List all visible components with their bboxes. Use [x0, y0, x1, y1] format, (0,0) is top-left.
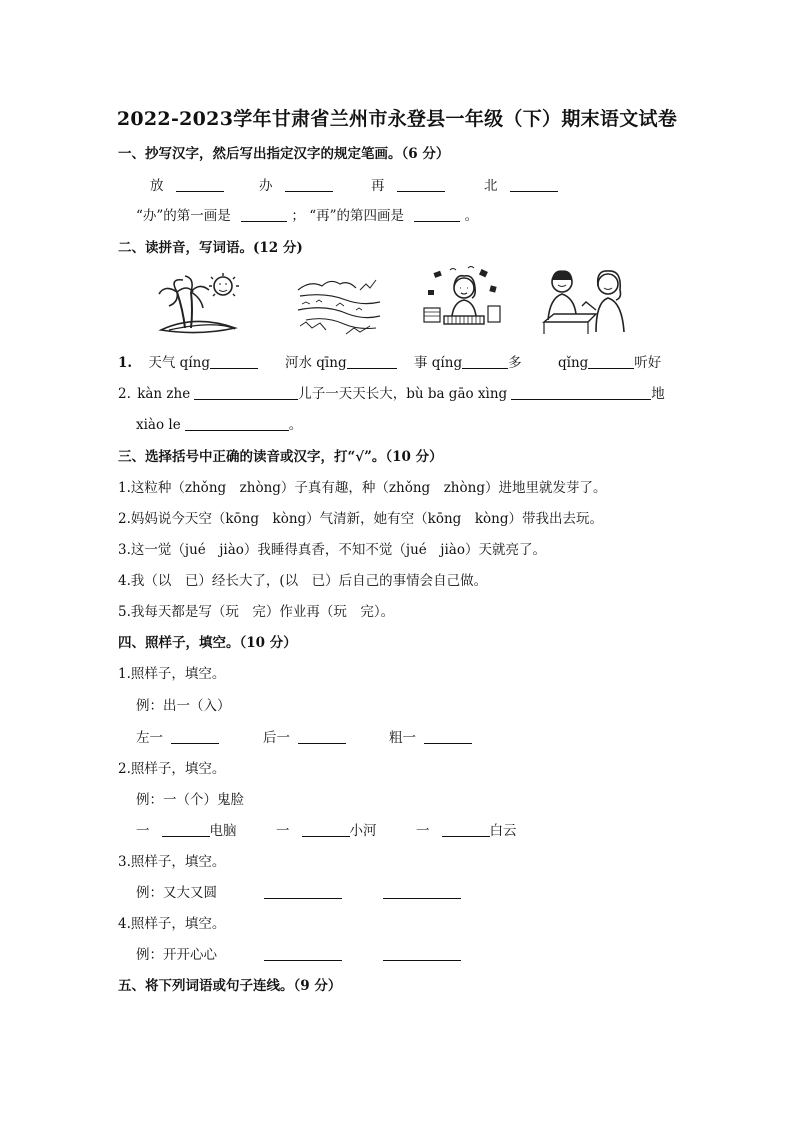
- period: 。: [464, 208, 479, 224]
- section4-q3-label: [118, 853, 225, 871]
- section4-q1-example: 例：出一（入）: [136, 698, 231, 714]
- separator: ；: [291, 208, 305, 224]
- section1-char-row: [484, 177, 558, 195]
- blank-qing-3[interactable]: [462, 354, 508, 369]
- pinyin-qing-1: 天气 qíng: [148, 355, 210, 371]
- pinyin-kanzhe: kàn zhe: [137, 386, 191, 402]
- section4-q3-row: [136, 884, 217, 902]
- item-prefix: 一: [276, 823, 290, 839]
- section4-q1-item-3: [389, 729, 472, 747]
- section4-q2-item-3: [416, 822, 517, 840]
- blank-cu[interactable]: [424, 729, 472, 744]
- section1-heading: 一、抄写汉字，然后写出指定汉字的规定笔画。（6 分）: [118, 146, 450, 162]
- word-tinghao: 听好: [634, 355, 662, 371]
- section4-q2-label: [118, 760, 225, 778]
- char-fang: 放: [150, 178, 164, 194]
- instruction: 照样子，填空。: [130, 761, 226, 777]
- char-zai: 再: [371, 178, 385, 194]
- question-number: 2.: [118, 386, 131, 402]
- question-number: 2.: [118, 761, 131, 777]
- section3-line-4: 4.我（以 已）经长大了，(以 已）后自己的事情会自己做。: [118, 573, 488, 589]
- blank-baiyun[interactable]: [442, 822, 490, 837]
- girl-playing-piano-image: [420, 266, 506, 330]
- section4-q1-item-1: [136, 729, 219, 747]
- section4-q2-example: 例：一（个）鬼脸: [136, 792, 244, 808]
- item-word: 电脑: [209, 823, 237, 839]
- item-label: 粗一: [389, 730, 416, 746]
- item-word: 白云: [489, 823, 517, 839]
- section1-char-row: [150, 177, 224, 195]
- section3-line-1: 1.这粒种（zhǒng zhòng）子真有趣，种（zhǒng zhòng）进地里就发芽了。: [118, 480, 607, 496]
- section4-heading: 四、照样子，填空。（10 分）: [118, 635, 297, 651]
- question-number: 4.: [118, 916, 131, 932]
- blank-q4-b[interactable]: [383, 946, 461, 961]
- blank-qing-2[interactable]: [347, 354, 397, 369]
- section4-q4-label: [118, 915, 225, 933]
- item-word: 小河: [349, 823, 377, 839]
- blank-xiaole[interactable]: [185, 416, 289, 431]
- example: 例：开开心心: [136, 947, 217, 963]
- pinyin-qing-3: 事 qíng: [414, 355, 463, 371]
- blank-q3-a[interactable]: [264, 884, 342, 899]
- section5-heading: 五、将下列词语或句子连线。（9 分）: [118, 978, 342, 994]
- blank-ban[interactable]: [285, 177, 333, 192]
- section2-q2-cont: [136, 416, 302, 434]
- section2-q1: [118, 354, 258, 372]
- section3-line-5: 5.我每天都是写（玩 完）作业再（玩 完）。: [118, 604, 395, 620]
- blank-qing-1[interactable]: [210, 354, 258, 369]
- example: 例：又大又圆: [136, 885, 217, 901]
- word-duo: 多: [508, 355, 522, 371]
- section3-line-2: 2.妈妈说今天空（kōng kòng）气清新，她有空（kōng kòng）带我出去玩。: [118, 511, 603, 527]
- instruction: 照样子，填空。: [130, 666, 226, 682]
- section2-q1-d: [558, 354, 661, 372]
- instruction: 照样子，填空。: [130, 916, 226, 932]
- instruction: 照样子，填空。: [130, 854, 226, 870]
- item-label: 后一: [263, 730, 290, 746]
- stroke-question-b: “再”的第四画是: [309, 208, 405, 224]
- section1-char-row: [259, 177, 333, 195]
- river-scene-image: [296, 276, 382, 338]
- blank-zuo[interactable]: [171, 729, 219, 744]
- section1-stroke-question: [136, 207, 478, 225]
- word-de: 地: [651, 386, 665, 402]
- pinyin-qing-4: qǐng: [558, 355, 589, 371]
- section2-heading: 二、读拼音，写词语。(12 分): [118, 240, 303, 256]
- blank-bubagaoxing[interactable]: [511, 385, 651, 400]
- blank-q4-a[interactable]: [264, 946, 342, 961]
- children-talking-image: [542, 262, 632, 338]
- section2-q1-c: [414, 354, 522, 372]
- section3-line-3: 3.这一觉（jué jiào）我睡得真香，不知不觉（jué jiào）天就亮了。: [118, 542, 546, 558]
- blank-bei[interactable]: [510, 177, 558, 192]
- question-number: 1.: [118, 666, 131, 682]
- period: 。: [288, 417, 303, 433]
- sentence-part: 儿子一天天长大，bù ba gāo xìng: [298, 386, 508, 402]
- page-title: 2022-2023学年甘肃省兰州市永登县一年级（下）期末语文试卷: [116, 108, 678, 130]
- blank-xiaohe[interactable]: [302, 822, 350, 837]
- section4-q4-row: [136, 946, 217, 964]
- item-prefix: 一: [416, 823, 430, 839]
- char-ban: 办: [259, 178, 273, 194]
- blank-qing-4[interactable]: [588, 354, 634, 369]
- blank-stroke-a[interactable]: [241, 207, 287, 222]
- blank-q3-b[interactable]: [383, 884, 461, 899]
- section3-heading: 三、选择括号中正确的读音或汉字，打“√”。（10 分）: [118, 449, 443, 465]
- stroke-question-a: “办”的第一画是: [136, 208, 231, 224]
- blank-diannao[interactable]: [162, 822, 210, 837]
- char-bei: 北: [484, 178, 498, 194]
- beach-scene-image: [155, 272, 243, 336]
- section4-q1-item-2: [263, 729, 346, 747]
- pinyin-qing-2: 河水 qīng: [285, 355, 347, 371]
- section4-q2-item-2: [276, 822, 377, 840]
- question-number: 3.: [118, 854, 131, 870]
- item-label: 左一: [136, 730, 163, 746]
- blank-fang[interactable]: [176, 177, 224, 192]
- section2-q1-b: [285, 354, 397, 372]
- blank-zai[interactable]: [397, 177, 445, 192]
- question-number: 1.: [118, 355, 133, 371]
- section1-char-row: [371, 177, 445, 195]
- blank-stroke-b[interactable]: [414, 207, 460, 222]
- item-prefix: 一: [136, 823, 150, 839]
- section4-q1-label: [118, 665, 225, 683]
- section2-q2: [118, 385, 665, 403]
- pinyin-xiaole: xiào le: [136, 417, 181, 433]
- blank-hou[interactable]: [298, 729, 346, 744]
- section4-q2-item-1: [136, 822, 237, 840]
- blank-kanzhe[interactable]: [194, 385, 298, 400]
